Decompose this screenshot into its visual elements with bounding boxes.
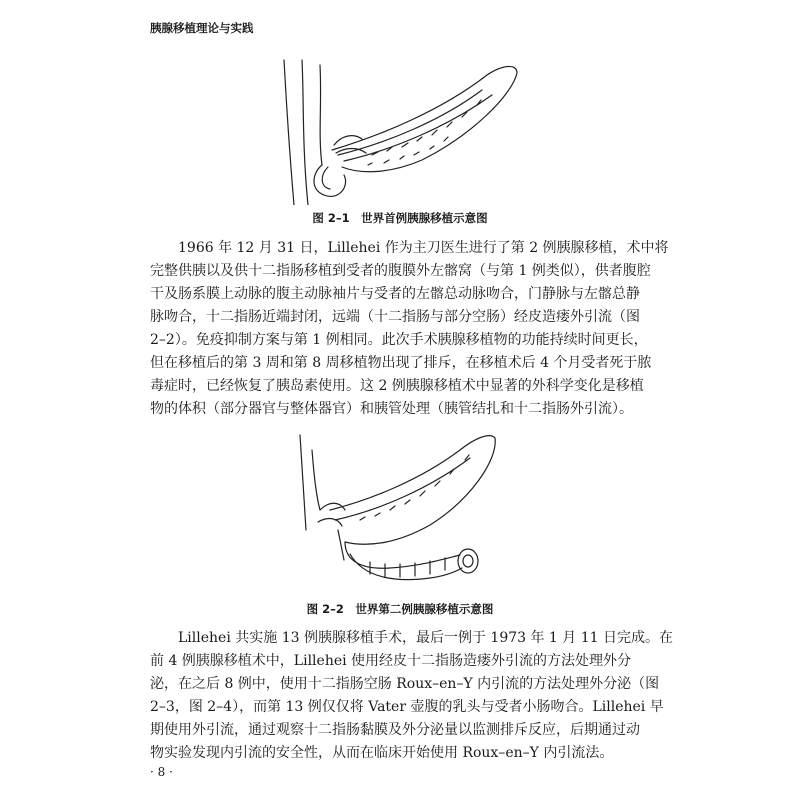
figure-2-1-illustration — [272, 55, 520, 205]
text-line: 物实验发现内引流的安全性，从而在临床开始使用 Roux–en–Y 内引流法。 — [150, 745, 614, 761]
running-head-title: 胰腺移植理论与实践 — [150, 21, 254, 35]
text-line: 前 4 例胰腺移植术中，Lillehei 使用经皮十二指肠造瘘外引流的方法处理外分 — [150, 653, 632, 669]
page-number: · 8 · — [150, 765, 173, 779]
text-line: 干及肠系膜上动脉的腹主动脉袖片与受者的左髂总动脉吻合，门静脉与左髂总静 — [150, 286, 640, 302]
text-line: 但在移植后的第 3 周和第 8 周移植物出现了排斥，在移植术后 4 个月受者死于脓 — [150, 355, 652, 371]
text-line: 2–3，图 2–4），而第 13 例仅仅将 Vater 壶腹的乳头与受者小肠吻合。Lillehei 早 — [150, 699, 664, 715]
figure-2-2-caption: 图 2–2 世界第二例胰腺移植示意图 — [306, 602, 494, 616]
paragraph-1 — [150, 237, 669, 421]
text-line: 泌，在之后 8 例中，使用十二指肠空肠 Roux–en–Y 内引流的方法处理外分泌（图 — [150, 676, 660, 692]
text-line: 脉吻合，十二指肠近端封闭，远端（十二指肠与部分空肠）经皮造瘘外引流（图 — [150, 309, 640, 325]
text-line: Lillehei 共实施 13 例胰腺移植手术，最后一例于 1973 年 1 月 11 日完成。在 — [150, 630, 674, 646]
text-line: 期使用外引流，通过观察十二指肠黏膜及外分泌量以监测排斥反应，后期通过动 — [150, 722, 640, 738]
paragraph-2 — [150, 627, 674, 765]
text-line: 完整供胰以及供十二指肠移植到受者的腹膜外左髂窝（与第 1 例类似），供者腹腔 — [150, 263, 651, 279]
text-line: 毒症时，已经恢复了胰岛素使用。这 2 例胰腺移植术中显著的外科学变化是移植 — [150, 378, 644, 394]
text-line: 1966 年 12 月 31 日，Lillehei 作为主刀医生进行了第 2 例胰腺移植，术中将 — [150, 240, 669, 256]
text-line: 物的体积（部分器官与整体器官）和胰管处理（胰管结扎和十二指肠外引流）。 — [150, 401, 633, 417]
figure-2-2-illustration — [290, 430, 510, 590]
figure-2-1-caption: 图 2–1 世界首例胰腺移植示意图 — [312, 211, 488, 225]
text-line: 2–2）。免疫抑制方案与第 1 例相同。此次手术胰腺移植物的功能持续时间更长， — [150, 332, 648, 348]
